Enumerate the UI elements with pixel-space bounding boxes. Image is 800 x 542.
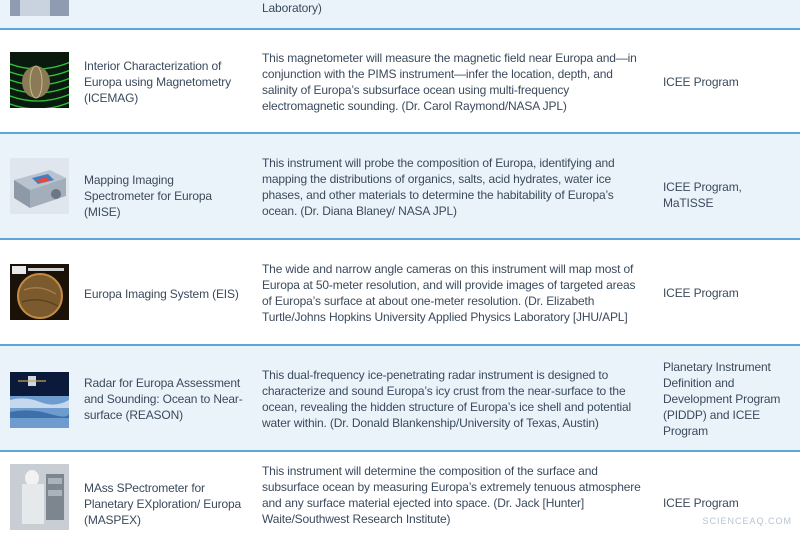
instrument-description: This dual-frequency ice-penetrating radar instrument is designed to characterize and sound Europa’s icy crust from the near-surface to the ocean, revealing the hidden structure of Europa’s ice shell and potential water within. (Dr. Donald Blankenship/University of Texas, Austin) xyxy=(262,368,632,430)
program-cell: ICEE Program xyxy=(663,75,739,89)
table-row xyxy=(0,346,800,452)
partial-image xyxy=(10,0,69,16)
program-cell: Planetary Instrument Definition and Development Program (PIDDP) and ICEE Program xyxy=(663,360,781,438)
watermark: SCIENCEAQ.COM xyxy=(702,516,792,526)
instrument-description: This instrument will probe the composition of Europa, identifying and mapping the distributions of organics, salts, acid hydrates, water ice phases, and other materials to determine the habitability of Europa’s ocean. (Dr. Diana Blaney/ NASA JPL) xyxy=(262,156,615,218)
program-cell: ICEE Program xyxy=(663,496,739,510)
instrument-name: Radar for Europa Assessment and Sounding: Ocean to Near-surface (REASON) xyxy=(84,376,243,422)
instrument-name: Europa Imaging System (EIS) xyxy=(84,287,239,301)
instrument-name: Mapping Imaging Spectrometer for Europa (MISE) xyxy=(84,173,212,219)
program-cell: ICEE Program, MaTISSE xyxy=(663,180,742,210)
table-row xyxy=(0,30,800,134)
table-row-partial xyxy=(0,0,800,30)
camera-image xyxy=(10,264,69,320)
instrument-description: The wide and narrow angle cameras on this instrument will map most of Europa at 50-meter resolution, and will provide images of targeted areas of Europa’s surface at about one-meter resolution. (Dr. Elizabeth Turtle/Johns Hopkins University Applied Physics Laboratory [JHU/APL] xyxy=(262,262,636,324)
table-row xyxy=(0,134,800,240)
description-cell: Laboratory) xyxy=(262,1,322,15)
program-cell: ICEE Program xyxy=(663,286,739,300)
table-row xyxy=(0,240,800,346)
spectrometer-image xyxy=(10,158,69,214)
instrument-description: This instrument will determine the composition of the surface and subsurface ocean by measuring Europa’s extremely tenuous atmosphere and any surface material ejected into space. (Dr. Jack [Hunter] Waite/Southwest Research Institute) xyxy=(262,464,641,526)
instrument-name: MAss SPectrometer for Planetary EXploration/ Europa (MASPEX) xyxy=(84,481,242,527)
radar-image xyxy=(10,372,69,428)
instrument-name: Interior Characterization of Europa using Magnetometry (ICEMAG) xyxy=(84,59,232,105)
mass-spectrometer-image xyxy=(10,464,69,530)
magnetometer-image xyxy=(10,52,69,108)
instrument-description: This magnetometer will measure the magnetic field near Europa and—in conjunction with the PIMS instrument—infer the location, depth, and salinity of Europa’s subsurface ocean using multi-frequency electromagnetic sounding. (Dr. Carol Raymond/NASA JPL) xyxy=(262,51,637,113)
table-row xyxy=(0,452,800,542)
